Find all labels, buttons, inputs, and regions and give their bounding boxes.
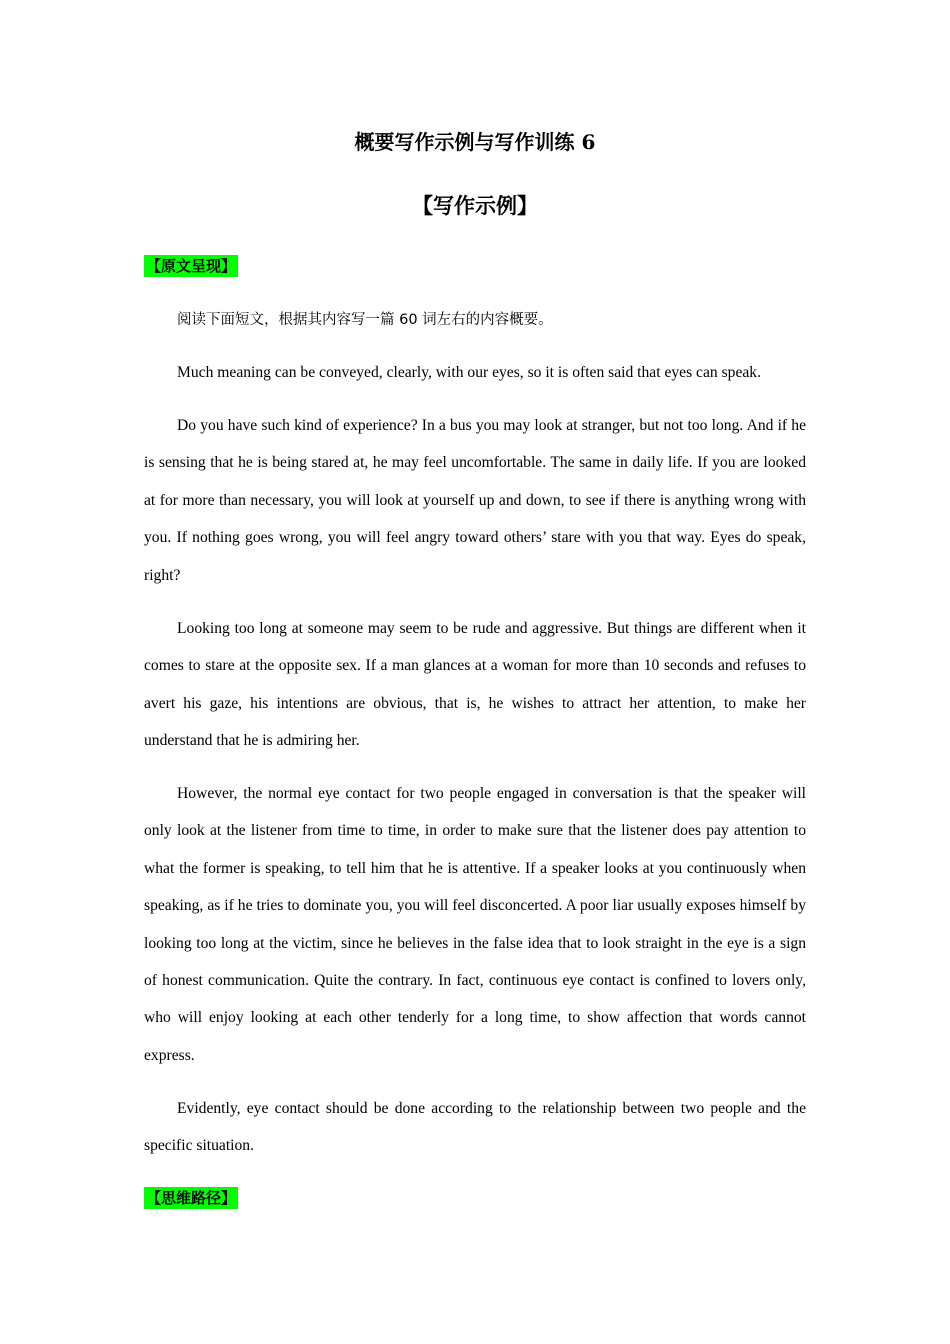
paragraph-4: However, the normal eye contact for two people engaged in conversation is that the speaker will only look at the listener from time to time, in order to make sure that the listener does pay attention to what the former is speaking, to tell him that he is attentive. If a speaker looks at you continuously when speaking, as if he tries to dominate you, you will feel disconcerted. A poor liar usually exposes himself by looking too long at the victim, since he believes in the false idea that to look straight in the eye is a sign of honest communication. Quite the contrary. In fact, continuous eye contact is confined to lovers only, who will enjoy looking at each other tenderly for a long time, to show affection that words cannot express.: [144, 785, 806, 1064]
paragraph-3: Looking too long at someone may seem to be rude and aggressive. But things are different when it comes to stare at the opposite sex. If a man glances at a woman for more than 10 seconds and refuses to avert his gaze, his intentions are obvious, that is, he wishes to attract her attention, to make her understand that he is admiring her.: [144, 620, 806, 750]
paragraph-2: Do you have such kind of experience? In a bus you may look at stranger, but not too long. And if he is sensing that he is being stared at, he may feel uncomfortable. The same in daily life. If you are looked at for more than necessary, you will look at yourself up and down, to see if there is anything wrong with you. If nothing goes wrong, you will feel angry toward others’ stare with you that way. Eyes do speak, right?: [144, 417, 806, 584]
document-title: 概要写作示例与写作训练 6: [354, 130, 596, 154]
section-heading-writing-example: 【写作示例】: [412, 193, 538, 218]
highlight-label-original-text: 【原文呈现】: [146, 257, 237, 275]
highlight-label-thinking-path: 【思维路径】: [146, 1189, 237, 1207]
paragraph-1: Much meaning can be conveyed, clearly, with our eyes, so it is often said that eyes can speak.: [177, 364, 761, 381]
paragraph-5: Evidently, eye contact should be done according to the relationship between two people and the specific situation.: [144, 1100, 806, 1155]
instruction-text: 阅读下面短文，根据其内容写一篇 60 词左右的内容概要。: [177, 312, 553, 328]
